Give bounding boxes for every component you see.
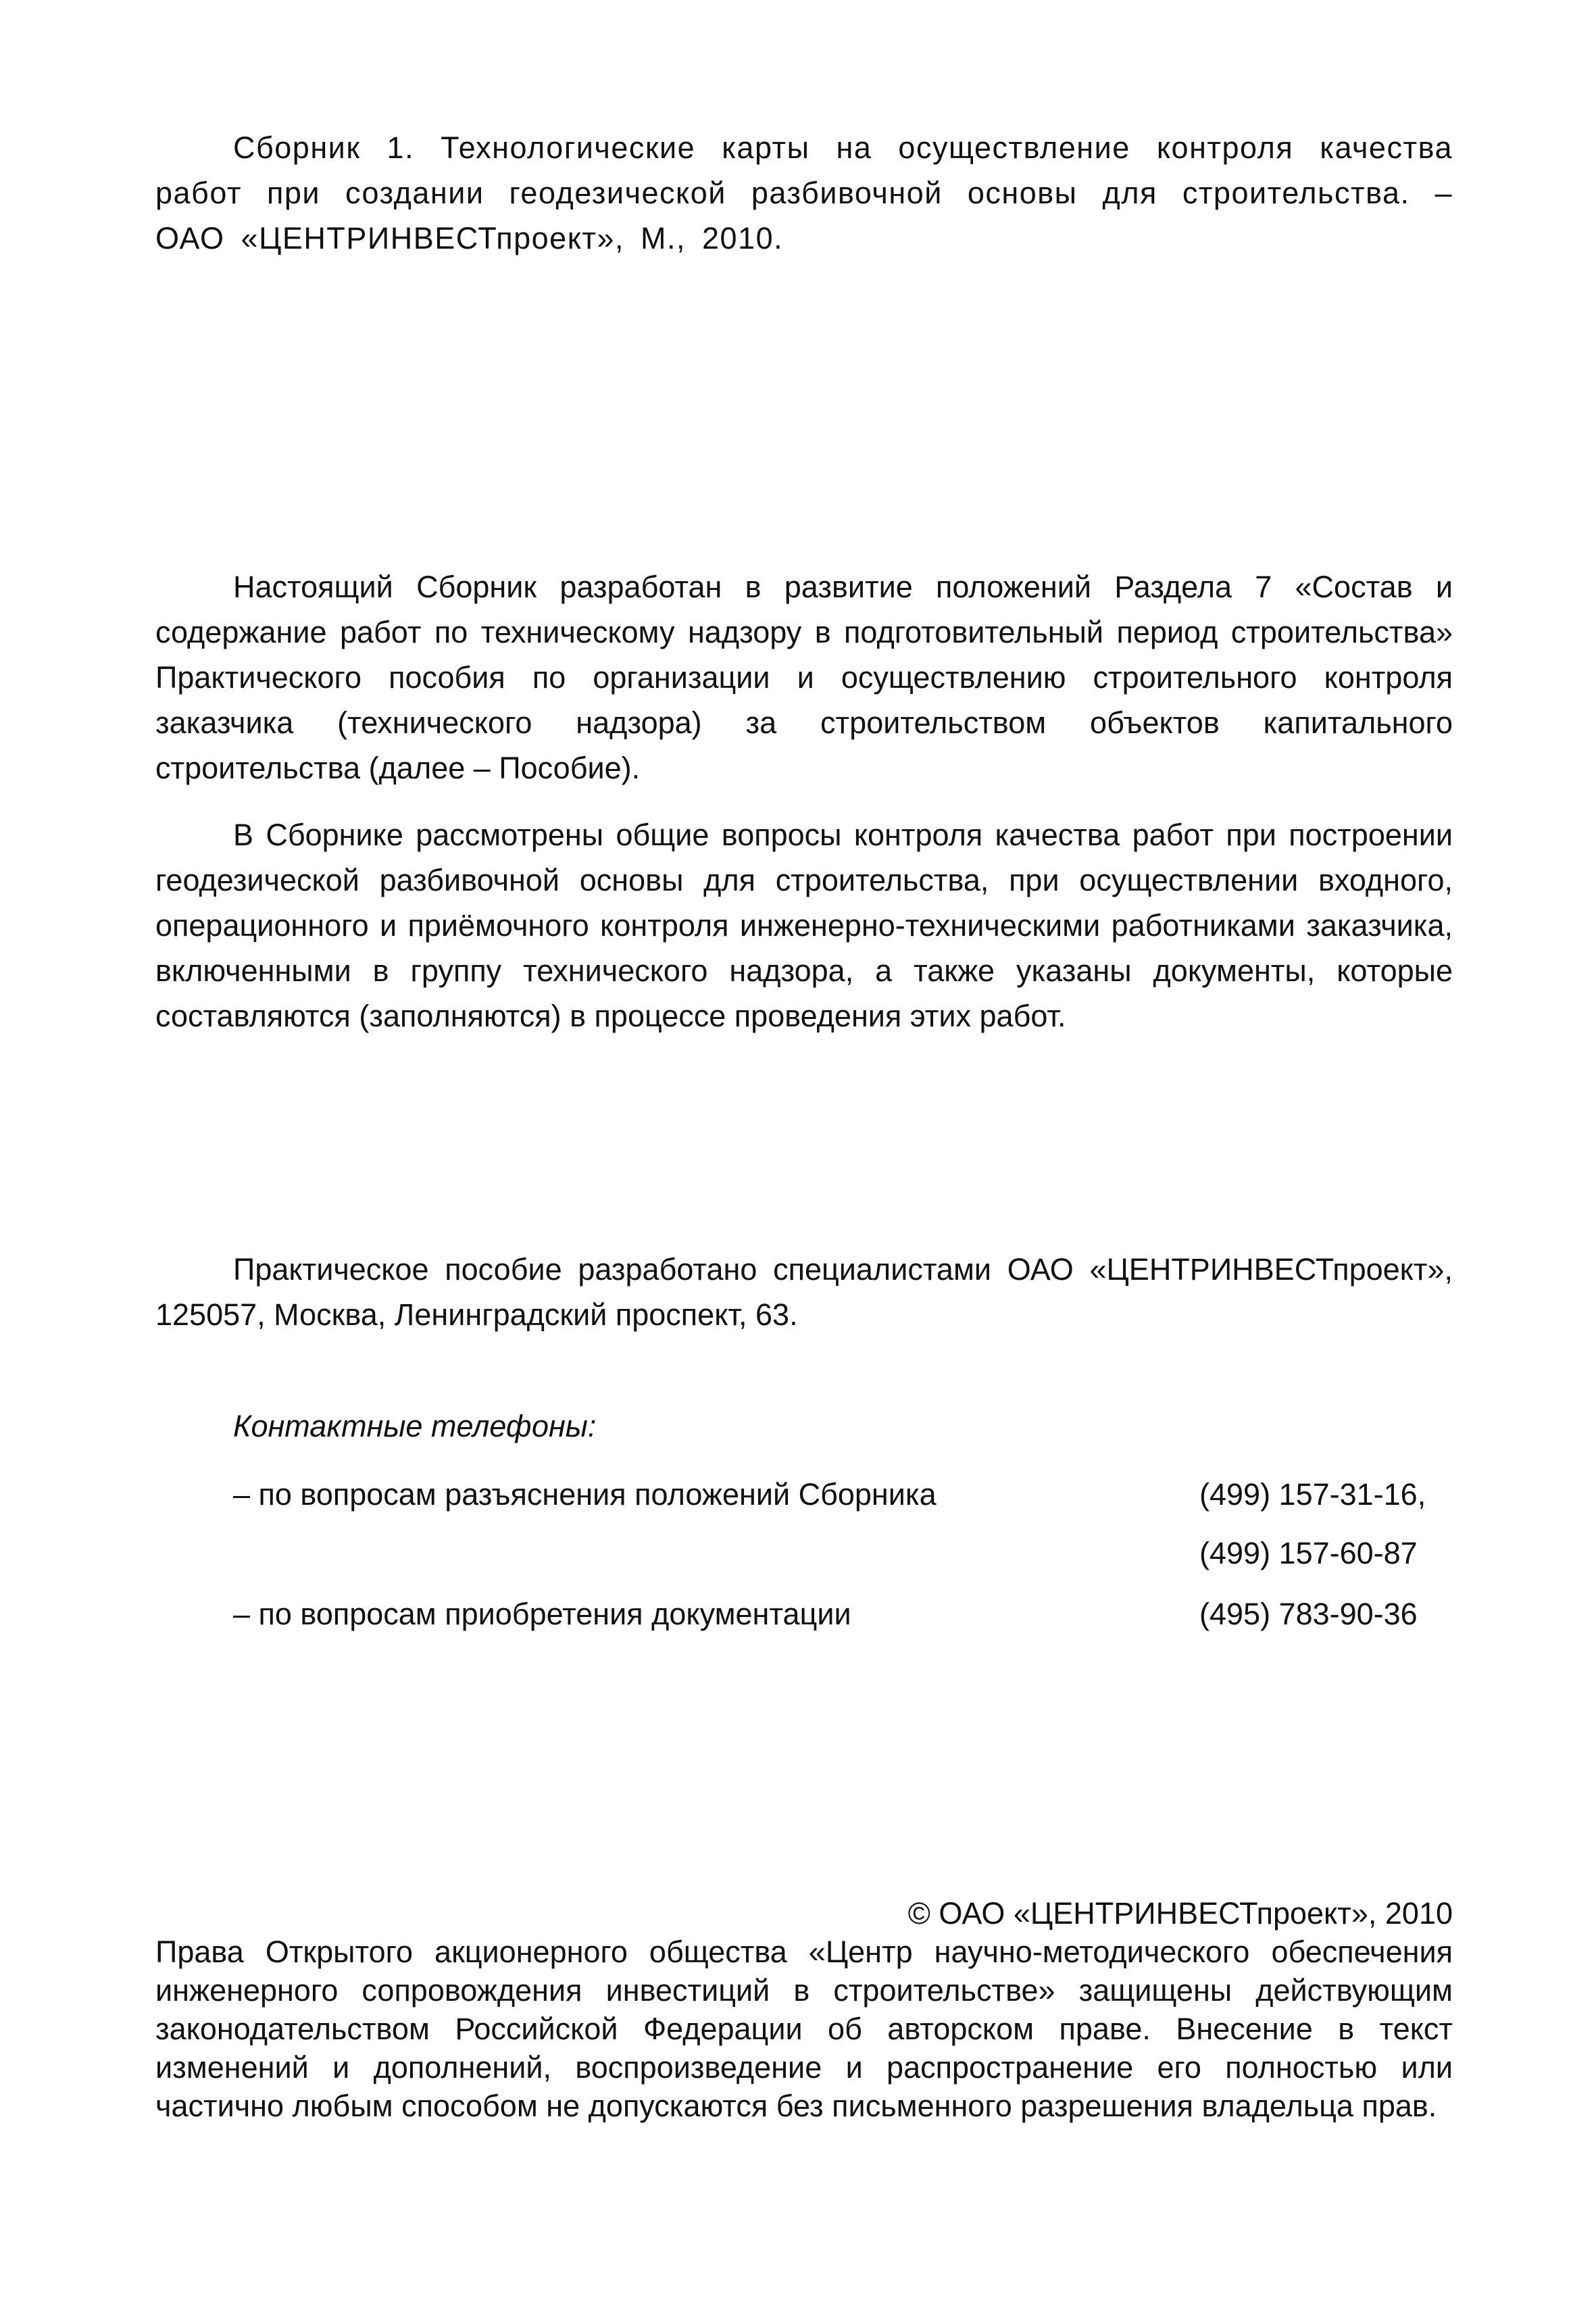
rights-text: Права Открытого акционерного общества «Центр научно-методического обеспечения инженерного сопровождения инвестиций в строительстве» защищены действующим законодательством Российской Федерации об авторском праве. Внесение в текст изменений и дополнений, воспроизведение и распространение его полностью или частично любым способом не допускаются без письменного разрешения владельца прав. [155, 1935, 1453, 2123]
contact-phone: (499) 157-60-87 [1199, 1536, 1418, 1570]
contact-phone: (495) 783-90-36 [1199, 1597, 1418, 1631]
intro-paragraph-2: В Сборнике рассмотрены общие вопросы контроля качества работ при построении геодезической разбивочной основы для строительства, при осуществлении входного, операционного и приёмочного контроля инженерно-техническими работниками заказчика, включенными в группу технического надзора, а также указаны документы, которые составляются (заполняются) в процессе проведения этих работ. [155, 818, 1453, 1033]
developer-section [155, 1247, 1453, 1337]
contact-phone: (499) 157-31-16, [1199, 1477, 1426, 1512]
collection-heading [155, 125, 1453, 261]
contacts-title: Контактные телефоны: [233, 1409, 597, 1443]
intro-paragraph-1: Настоящий Сборник разработан в развитие положений Раздела 7 «Состав и содержание работ по техническому надзору в подготовительный период строительства» Практического пособия по организации и осуществлению строительного контроля заказчика (технического надзора) за строительством объектов капитального строительства (далее – Пособие). [155, 570, 1453, 785]
contact-label: – по вопросам разъяснения положений Сборника [233, 1477, 937, 1512]
contact-label: – по вопросам приобретения документации [233, 1597, 851, 1631]
collection-heading-text: Сборник 1. Технологические карты на осуществление контроля качества работ при создании геодезической разбивочной основы для строительства. – ОАО «ЦЕНТРИНВЕСТпроект», М., 2010. [155, 130, 1453, 255]
copyright-line: © ОАО «ЦЕНТРИНВЕСТпроект», 2010 [907, 1896, 1453, 1931]
rights-section [155, 1933, 1453, 2125]
developer-text: Практическое пособие разработано специалистами ОАО «ЦЕНТРИНВЕСТпроект», 125057, Москва, Ленинградский проспект, 63. [155, 1252, 1453, 1332]
intro-section [155, 564, 1453, 1039]
